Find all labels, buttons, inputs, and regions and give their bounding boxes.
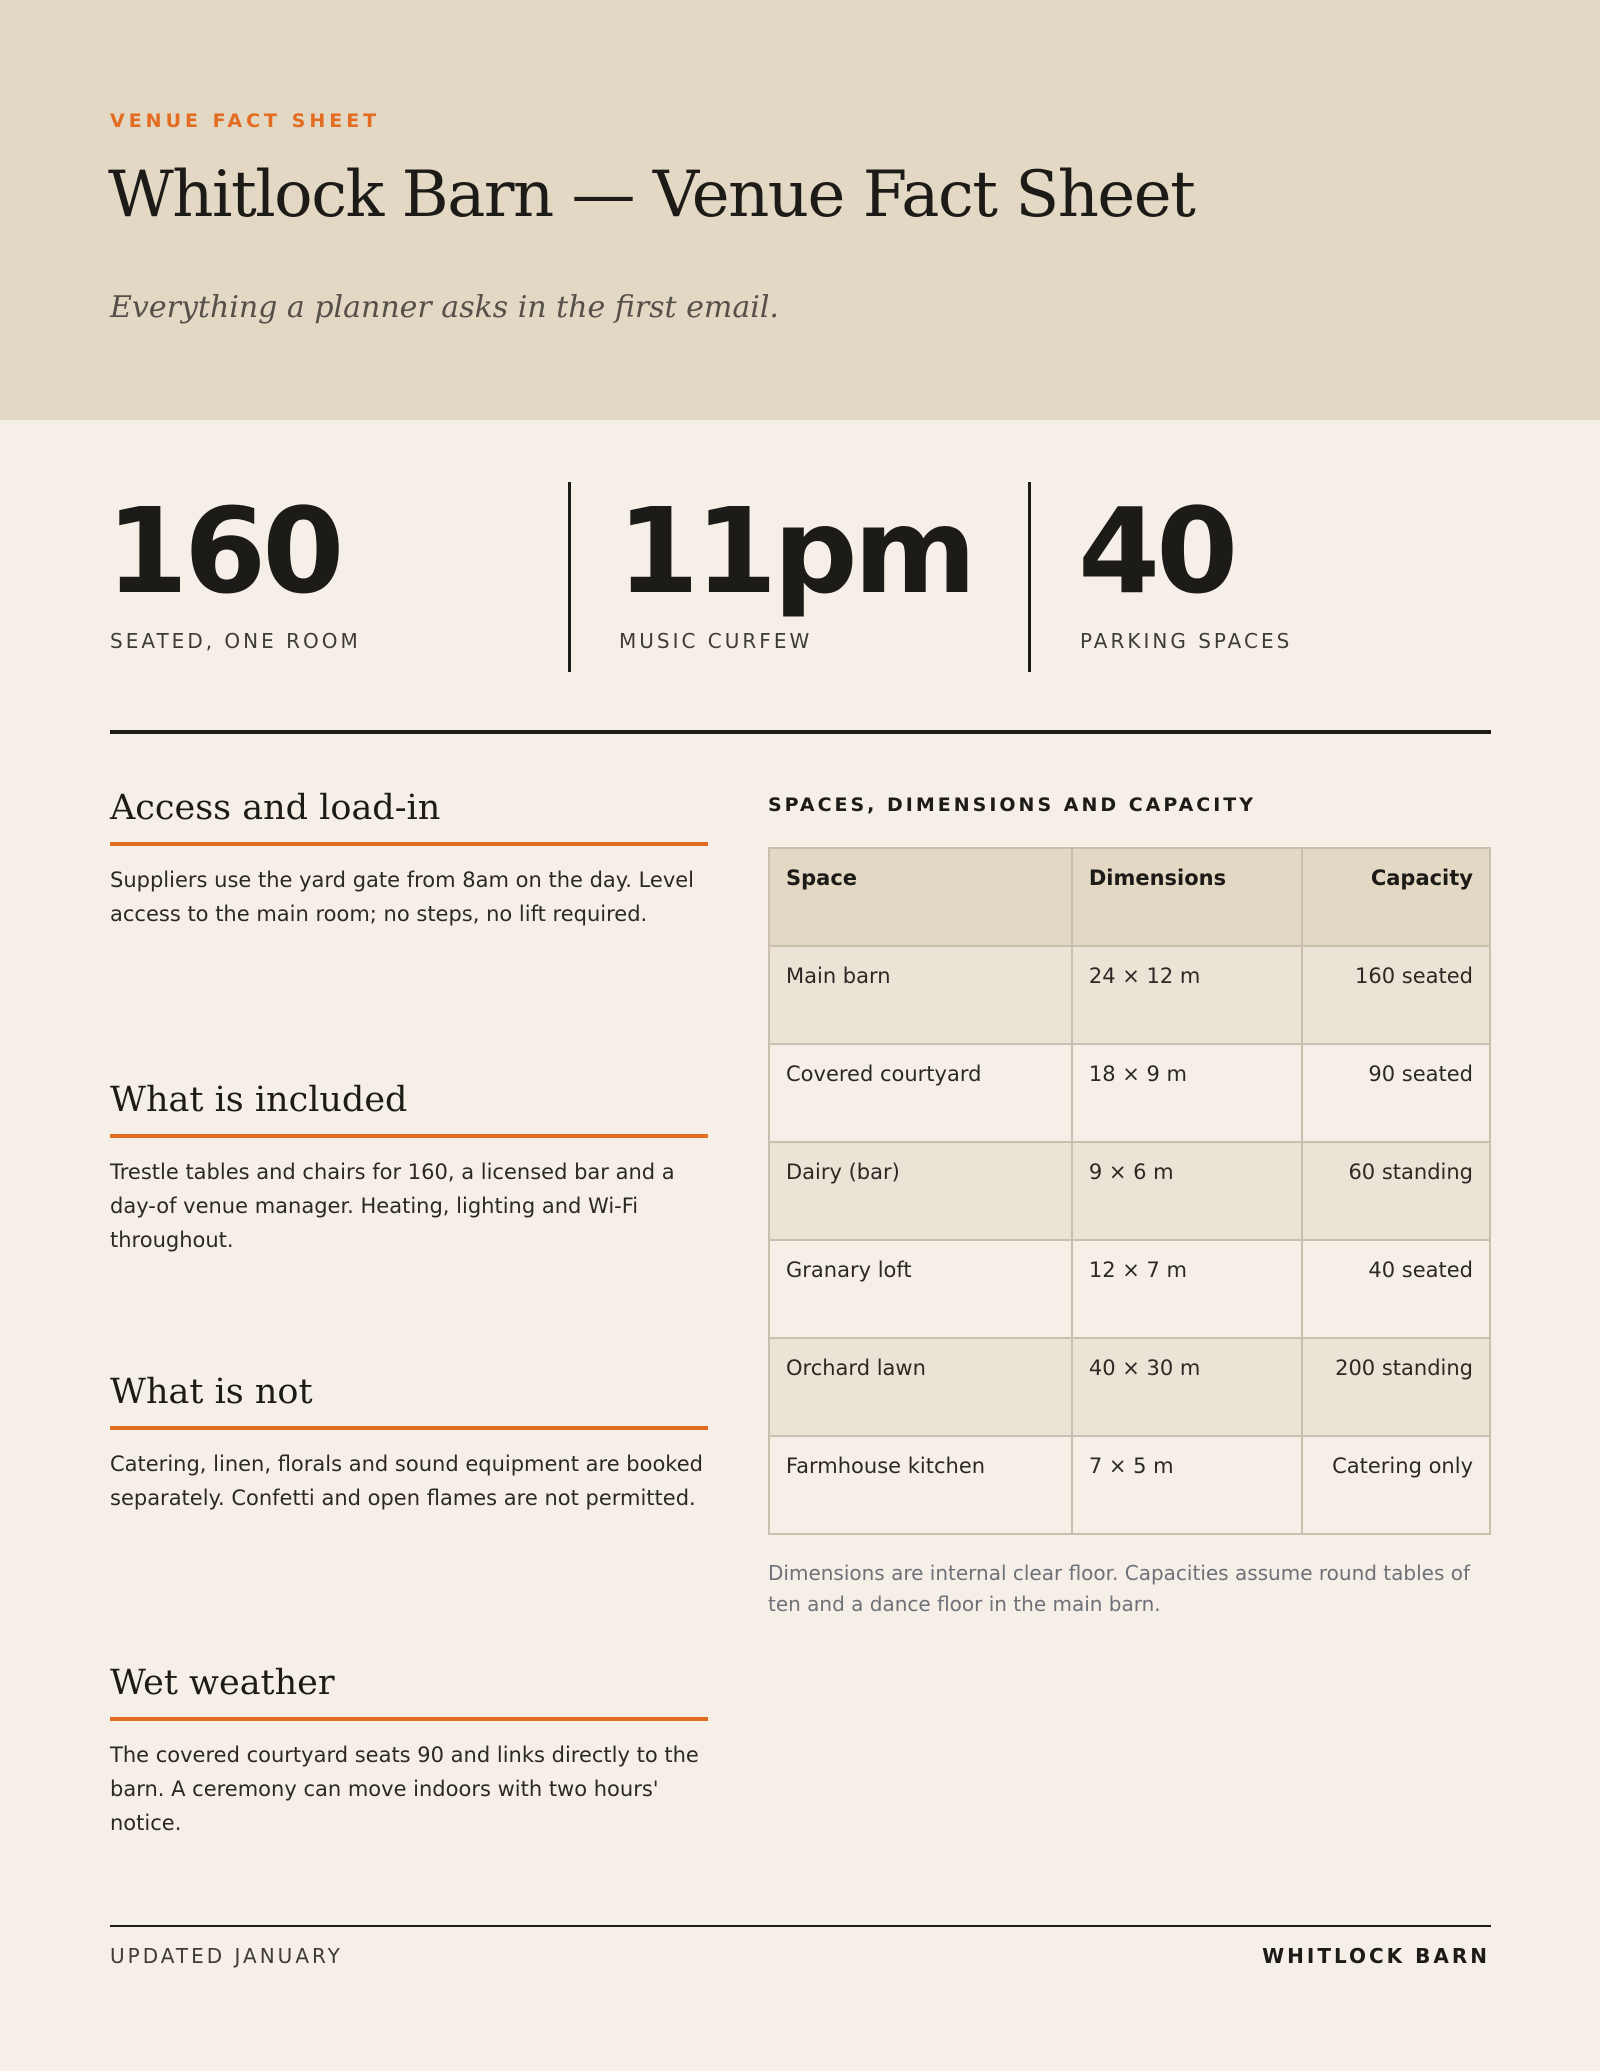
section-body: The covered courtyard seats 90 and links directly to the barn. A ceremony can move indoors with two hours' notice.: [110, 1743, 699, 1835]
section-rule: [110, 1426, 708, 1430]
footer-updated: UPDATED JANUARY: [110, 1944, 343, 1968]
cell-capacity: 40 seated: [1302, 1240, 1490, 1338]
cell-dimensions: 40 × 30 m: [1072, 1338, 1303, 1436]
table-row: [769, 1436, 1490, 1534]
cell-space: Covered courtyard: [769, 1044, 1072, 1142]
cell-capacity: Catering only: [1302, 1436, 1490, 1534]
cell-dimensions: 18 × 9 m: [1072, 1044, 1303, 1142]
cell-capacity: 60 standing: [1302, 1142, 1490, 1240]
section-wet-weather: [110, 1657, 708, 1840]
table-row: [769, 1044, 1490, 1142]
footer-venue-name: WHITLOCK BARN: [1262, 1944, 1490, 1968]
cell-space: Dairy (bar): [769, 1142, 1072, 1240]
divider: [110, 730, 1491, 734]
section-title: Wet weather: [110, 1663, 335, 1703]
cell-space: Granary loft: [769, 1240, 1072, 1338]
section-body: Catering, linen, florals and sound equipment are booked separately. Confetti and open flames are not permitted.: [110, 1452, 703, 1510]
section-body: Suppliers use the yard gate from 8am on the day. Level access to the main room; no steps, no lift required.: [110, 868, 695, 926]
stat-seated: [106, 482, 570, 672]
cell-dimensions: 7 × 5 m: [1072, 1436, 1303, 1534]
eyebrow: VENUE FACT SHEET: [110, 110, 381, 132]
section-title: What is included: [110, 1080, 408, 1120]
spaces-table: [768, 847, 1491, 1535]
cell-capacity: 160 seated: [1302, 946, 1490, 1044]
stat-label: PARKING SPACES: [1080, 629, 1293, 653]
section-rule: [110, 1717, 708, 1721]
cell-space: Main barn: [769, 946, 1072, 1044]
table-header-row: [769, 848, 1490, 946]
page-subtitle: Everything a planner asks in the first email.: [110, 290, 779, 325]
table-row: [769, 1142, 1490, 1240]
section-included: [110, 1074, 708, 1257]
cell-dimensions: 24 × 12 m: [1072, 946, 1303, 1044]
section-body: Trestle tables and chairs for 160, a licensed bar and a day-of venue manager. Heating, lighting and Wi-Fi throughout.: [110, 1160, 675, 1252]
table-row: [769, 946, 1490, 1044]
column-header-dimensions: Dimensions: [1072, 848, 1303, 946]
section-rule: [110, 842, 708, 846]
stat-label: SEATED, ONE ROOM: [110, 629, 361, 653]
cell-capacity: 200 standing: [1302, 1338, 1490, 1436]
table-row: [769, 1240, 1490, 1338]
column-header-space: Space: [769, 848, 1072, 946]
cell-space: Farmhouse kitchen: [769, 1436, 1072, 1534]
section-rule: [110, 1134, 708, 1138]
table-note: Dimensions are internal clear floor. Capacities assume round tables of ten and a dance floor in the main barn.: [768, 1561, 1471, 1616]
column-header-capacity: Capacity: [1302, 848, 1490, 946]
section-title: Access and load-in: [110, 788, 441, 828]
stat-value: 11pm: [617, 482, 973, 620]
page-title: Whitlock Barn — Venue Fact Sheet: [108, 158, 1195, 232]
stat-parking: [1028, 482, 1488, 672]
cell-dimensions: 12 × 7 m: [1072, 1240, 1303, 1338]
section-access: [110, 782, 708, 931]
stat-value: 40: [1078, 482, 1235, 620]
stat-label: MUSIC CURFEW: [619, 629, 813, 653]
cell-capacity: 90 seated: [1302, 1044, 1490, 1142]
header-band: [0, 0, 1600, 420]
footer-divider: [110, 1925, 1491, 1927]
stat-value: 160: [106, 482, 341, 620]
section-title: What is not: [110, 1372, 313, 1412]
stat-curfew: [568, 482, 1028, 672]
table-title: SPACES, DIMENSIONS AND CAPACITY: [768, 794, 1257, 816]
cell-dimensions: 9 × 6 m: [1072, 1142, 1303, 1240]
cell-space: Orchard lawn: [769, 1338, 1072, 1436]
section-not-included: [110, 1366, 708, 1515]
table-row: [769, 1338, 1490, 1436]
